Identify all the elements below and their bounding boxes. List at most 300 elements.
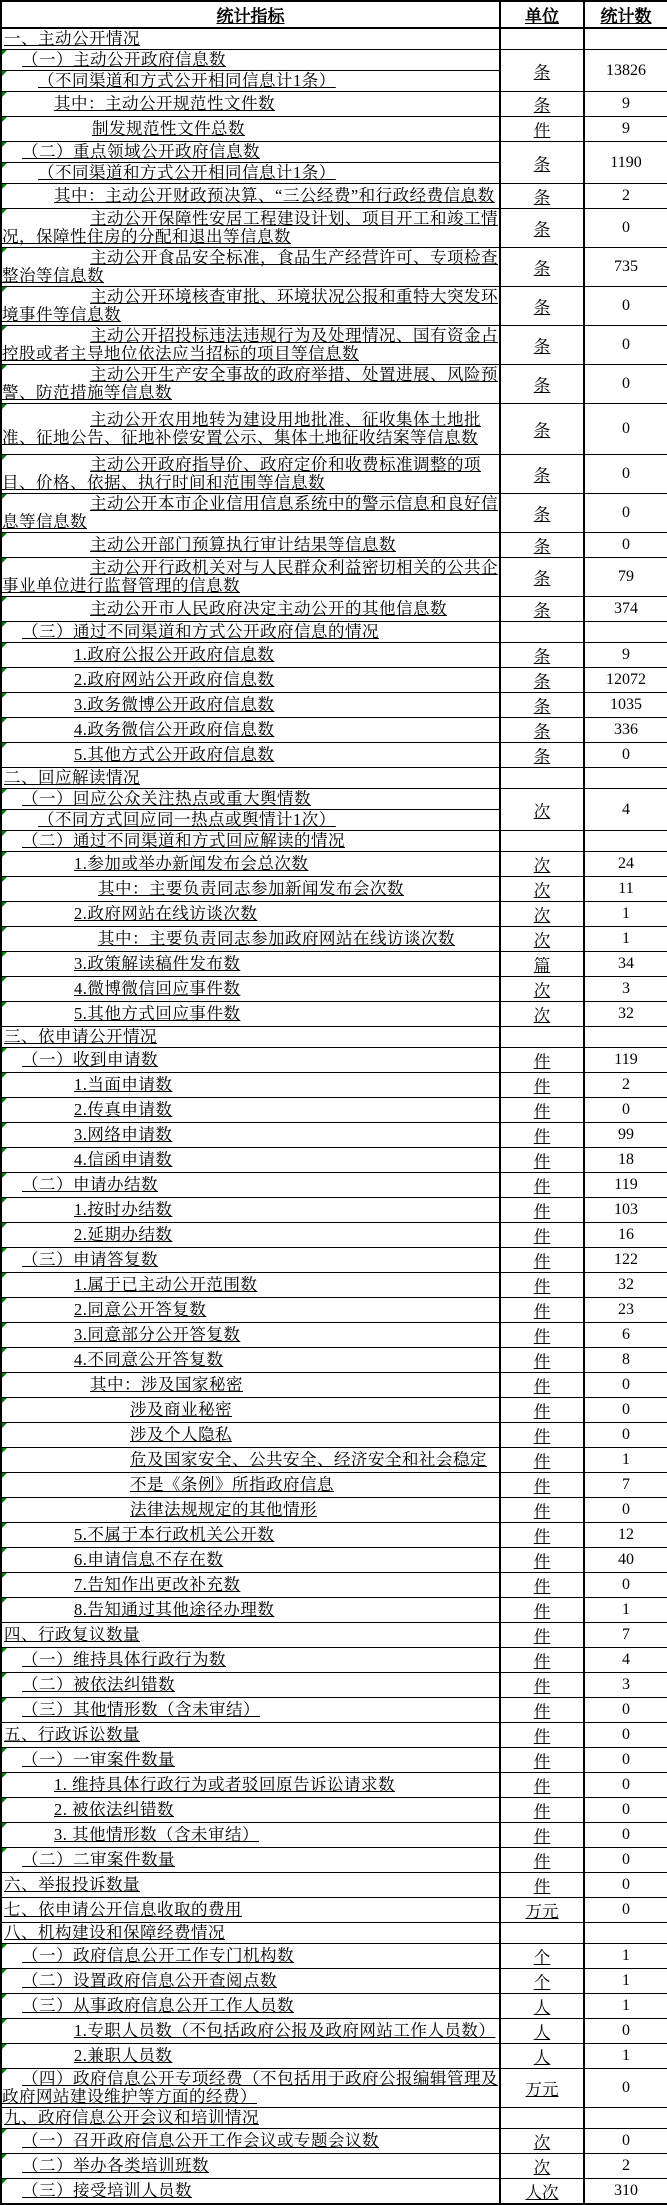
unit-cell: 件: [500, 1323, 584, 1348]
count-cell: 32: [584, 1273, 667, 1298]
unit-cell: 件: [500, 1523, 584, 1548]
indicator-cell: [1, 142, 500, 163]
indicator-label: 2.传真申请数: [74, 1100, 173, 1119]
green-triangle-icon: [2, 142, 7, 147]
unit-cell: 件: [500, 1698, 584, 1723]
unit-cell: 条: [500, 597, 584, 622]
table-row: [1, 1748, 667, 1773]
count-cell: 0: [584, 1698, 667, 1723]
green-triangle-icon: [2, 533, 7, 538]
unit-cell: 件: [500, 1398, 584, 1423]
table-row: [1, 1548, 667, 1573]
count-cell: 18: [584, 1148, 667, 1173]
unit-cell: 条: [500, 455, 584, 494]
indicator-label: 主动公开生产安全事故的政府举措、处置进展、风险预警、防范措施等信息数: [2, 365, 498, 402]
table-row: [1, 117, 667, 142]
indicator-cell: [1, 810, 500, 831]
count-cell: 0: [584, 1798, 667, 1823]
count-cell: 7: [584, 1623, 667, 1648]
indicator-label: 主动公开食品安全标准，食品生产经营许可、专项检查整治等信息数: [2, 248, 498, 285]
header-count: 统计数: [584, 1, 667, 28]
table-row: [1, 1523, 667, 1548]
table-row: [1, 622, 667, 643]
count-cell: 0: [584, 1573, 667, 1598]
indicator-cell: [1, 1273, 500, 1298]
unit-cell: 件: [500, 1373, 584, 1398]
indicator-label: （一）一审案件数量: [22, 1750, 175, 1769]
indicator-label: 1.政府公报公开政府信息数: [74, 645, 275, 664]
green-triangle-icon: [2, 1944, 7, 1949]
table-row: [1, 1573, 667, 1598]
count-cell: 1: [584, 1994, 667, 2019]
unit-cell: [500, 622, 584, 643]
green-triangle-icon: [2, 184, 7, 189]
indicator-label: 涉及个人隐私: [130, 1425, 232, 1444]
unit-cell: 人次: [500, 2179, 584, 2205]
count-cell: 0: [584, 1398, 667, 1423]
indicator-cell: [1, 455, 500, 494]
green-triangle-icon: [2, 1773, 7, 1778]
unit-cell: 条: [500, 743, 584, 768]
table-row: [1, 1123, 667, 1148]
unit-cell: [500, 1923, 584, 1944]
indicator-label: 其中：主动公开规范性文件数: [54, 94, 275, 113]
green-triangle-icon: [2, 743, 7, 748]
green-triangle-icon: [2, 1123, 7, 1128]
indicator-label: 3.同意部分公开答复数: [74, 1325, 241, 1344]
count-cell: 1: [584, 1448, 667, 1473]
indicator-label: 4.微博微信回应事件数: [74, 979, 241, 998]
unit-cell: 人: [500, 2019, 584, 2044]
count-cell: 0: [584, 1098, 667, 1123]
green-triangle-icon: [2, 597, 7, 602]
table-row: [1, 2044, 667, 2069]
count-cell: 1: [584, 2044, 667, 2069]
table-row: [1, 533, 667, 558]
unit-cell: 件: [500, 1823, 584, 1848]
indicator-cell: [1, 1298, 500, 1323]
table-row: [1, 668, 667, 693]
green-triangle-icon: [2, 1548, 7, 1553]
indicator-label: （一）维持具体行政行为数: [22, 1650, 226, 1669]
table-row: [1, 852, 667, 877]
indicator-cell: [1, 365, 500, 404]
green-triangle-icon: [2, 1098, 7, 1103]
table-row: [1, 1198, 667, 1223]
table-row: [1, 1223, 667, 1248]
table-row: [1, 1598, 667, 1623]
count-cell: 0: [584, 1873, 667, 1898]
green-triangle-icon: [2, 1073, 7, 1078]
indicator-label: 四、行政复议数量: [4, 1625, 140, 1644]
green-triangle-icon: [2, 71, 7, 76]
unit-cell: 个: [500, 1969, 584, 1994]
indicator-label: 2.兼职人员数: [74, 2046, 173, 2065]
indicator-label: （三）通过不同渠道和方式公开政府信息的情况: [22, 622, 379, 641]
count-cell: 1: [584, 902, 667, 927]
green-triangle-icon: [2, 927, 7, 932]
table-row: [1, 1873, 667, 1898]
unit-cell: 条: [500, 693, 584, 718]
unit-cell: 条: [500, 142, 584, 184]
table-body: [1, 28, 667, 2204]
unit-cell: 条: [500, 287, 584, 326]
indicator-label: 主动公开政府指导价、政府定价和收费标准调整的项目、价格、依据、执行时间和范围等信息数: [2, 455, 481, 492]
count-cell: 0: [584, 1773, 667, 1798]
table-row: [1, 1373, 667, 1398]
indicator-cell: [1, 533, 500, 558]
indicator-cell: [1, 1623, 500, 1648]
green-triangle-icon: [2, 1248, 7, 1253]
indicator-label: 2.延期办结数: [74, 1225, 173, 1244]
indicator-label: 主动公开部门预算执行审计结果等信息数: [90, 535, 396, 554]
indicator-label: 3.政务微博公开政府信息数: [74, 695, 275, 714]
indicator-label: 4.政务微信公开政府信息数: [74, 720, 275, 739]
count-cell: 4: [584, 1648, 667, 1673]
unit-cell: 件: [500, 1298, 584, 1323]
unit-cell: 件: [500, 1248, 584, 1273]
table-row: [1, 1944, 667, 1969]
indicator-label: （三）从事政府信息公开工作人员数: [22, 1996, 294, 2015]
indicator-label: 九、政府信息公开会议和培训情况: [4, 2108, 259, 2127]
table-row: [1, 927, 667, 952]
table-row: [1, 1423, 667, 1448]
indicator-label: 其中：涉及国家秘密: [90, 1375, 243, 1394]
green-triangle-icon: [2, 209, 7, 214]
table-row: [1, 1273, 667, 1298]
table-row: [1, 1248, 667, 1273]
indicator-cell: [1, 1048, 500, 1073]
count-cell: 12: [584, 1523, 667, 1548]
green-triangle-icon: [2, 50, 7, 55]
indicator-cell: [1, 494, 500, 533]
indicator-label: （一）回应公众关注热点或重大舆情数: [22, 789, 311, 808]
indicator-cell: [1, 163, 500, 184]
count-cell: 310: [584, 2179, 667, 2205]
unit-cell: 条: [500, 718, 584, 743]
indicator-label: 主动公开农用地转为建设用地批准、征收集体土地批准、征地公告、征地补偿安置公示、集体土地征收结案等信息数: [2, 410, 481, 447]
unit-cell: 件: [500, 1548, 584, 1573]
unit-cell: 件: [500, 1798, 584, 1823]
unit-cell: 条: [500, 92, 584, 117]
count-cell: 0: [584, 1848, 667, 1873]
unit-cell: 次: [500, 2129, 584, 2154]
unit-cell: 件: [500, 1623, 584, 1648]
indicator-label: 5.其他方式回应事件数: [74, 1004, 241, 1023]
indicator-cell: [1, 1002, 500, 1027]
table-row: [1, 558, 667, 597]
unit-cell: 次: [500, 789, 584, 831]
indicator-cell: [1, 852, 500, 877]
count-cell: 0: [584, 1498, 667, 1523]
indicator-cell: [1, 1848, 500, 1873]
indicator-cell: [1, 1748, 500, 1773]
indicator-label: （三）接受培训人员数: [22, 2181, 192, 2200]
table-row: [1, 1073, 667, 1098]
indicator-cell: [1, 28, 500, 50]
indicator-label: （一）主动公开政府信息数: [22, 50, 226, 69]
green-triangle-icon: [2, 1473, 7, 1478]
unit-cell: [500, 2108, 584, 2129]
indicator-cell: [1, 1548, 500, 1573]
table-row: [1, 1398, 667, 1423]
green-triangle-icon: [2, 1748, 7, 1753]
indicator-cell: [1, 1398, 500, 1423]
indicator-cell: [1, 2154, 500, 2179]
indicator-cell: [1, 1598, 500, 1623]
table-row: [1, 1823, 667, 1848]
green-triangle-icon: [2, 1523, 7, 1528]
indicator-cell: [1, 693, 500, 718]
table-row: [1, 2179, 667, 2205]
unit-cell: 条: [500, 209, 584, 248]
table-row: [1, 693, 667, 718]
indicator-cell: [1, 287, 500, 326]
count-cell: 0: [584, 2129, 667, 2154]
count-cell: 0: [584, 1373, 667, 1398]
count-cell: 13826: [584, 50, 667, 92]
indicator-cell: [1, 877, 500, 902]
count-cell: [584, 1027, 667, 1048]
count-cell: 4: [584, 789, 667, 831]
green-triangle-icon: [2, 1698, 7, 1703]
unit-cell: 次: [500, 2154, 584, 2179]
table-row: [1, 1448, 667, 1473]
green-triangle-icon: [2, 1648, 7, 1653]
green-triangle-icon: [2, 622, 7, 627]
count-cell: [584, 622, 667, 643]
unit-cell: 件: [500, 1198, 584, 1223]
indicator-label: 2. 被依法纠错数: [54, 1800, 174, 1819]
indicator-label: 制发规范性文件总数: [92, 119, 245, 138]
green-triangle-icon: [2, 2129, 7, 2134]
green-triangle-icon: [2, 326, 7, 331]
count-cell: 119: [584, 1173, 667, 1198]
unit-cell: 件: [500, 1073, 584, 1098]
indicator-label: 2.政府网站公开政府信息数: [74, 670, 275, 689]
count-cell: 336: [584, 718, 667, 743]
unit-cell: 条: [500, 404, 584, 455]
count-cell: 23: [584, 1298, 667, 1323]
indicator-label: （不同渠道和方式公开相同信息计1条）: [38, 71, 336, 90]
table-row: [1, 142, 667, 163]
indicator-label: 4.不同意公开答复数: [74, 1350, 224, 1369]
count-cell: 0: [584, 1748, 667, 1773]
unit-cell: [500, 1027, 584, 1048]
green-triangle-icon: [2, 1823, 7, 1828]
indicator-cell: [1, 743, 500, 768]
unit-cell: 件: [500, 1098, 584, 1123]
indicator-cell: [1, 1073, 500, 1098]
indicator-cell: [1, 1148, 500, 1173]
indicator-label: 2.同意公开答复数: [74, 1300, 207, 1319]
table-row: [1, 326, 667, 365]
table-row: [1, 1348, 667, 1373]
indicator-cell: [1, 1673, 500, 1698]
indicator-cell: [1, 622, 500, 643]
indicator-cell: [1, 1248, 500, 1273]
green-triangle-icon: [2, 117, 7, 122]
indicator-label: 3.政策解读稿件发布数: [74, 954, 241, 973]
count-cell: [584, 768, 667, 789]
green-triangle-icon: [2, 1598, 7, 1603]
table-row: [1, 28, 667, 50]
unit-cell: 件: [500, 1448, 584, 1473]
count-cell: 122: [584, 1248, 667, 1273]
indicator-cell: [1, 789, 500, 810]
green-triangle-icon: [2, 1848, 7, 1853]
green-triangle-icon: [2, 404, 7, 409]
unit-cell: 件: [500, 1873, 584, 1898]
table-row: [1, 768, 667, 789]
table-row: [1, 1148, 667, 1173]
unit-cell: 条: [500, 643, 584, 668]
unit-cell: 件: [500, 1423, 584, 1448]
indicator-cell: [1, 117, 500, 142]
count-cell: 0: [584, 404, 667, 455]
count-cell: 0: [584, 494, 667, 533]
indicator-cell: [1, 1723, 500, 1748]
indicator-cell: [1, 1323, 500, 1348]
unit-cell: 件: [500, 1573, 584, 1598]
indicator-cell: [1, 952, 500, 977]
unit-cell: 次: [500, 927, 584, 952]
indicator-label: 3.网络申请数: [74, 1125, 173, 1144]
indicator-cell: [1, 1123, 500, 1148]
indicator-cell: [1, 1898, 500, 1923]
indicator-cell: [1, 2129, 500, 2154]
indicator-cell: [1, 1098, 500, 1123]
indicator-cell: [1, 71, 500, 92]
count-cell: 0: [584, 326, 667, 365]
indicator-label: 7.告知作出更改补充数: [74, 1575, 241, 1594]
count-cell: 0: [584, 1898, 667, 1923]
count-cell: 3: [584, 1673, 667, 1698]
green-triangle-icon: [2, 718, 7, 723]
indicator-cell: [1, 184, 500, 209]
count-cell: 12072: [584, 668, 667, 693]
green-triangle-icon: [2, 1969, 7, 1974]
table-row: [1, 952, 667, 977]
table-row: [1, 92, 667, 117]
indicator-cell: [1, 2179, 500, 2205]
unit-cell: 次: [500, 902, 584, 927]
indicator-label: 主动公开本市企业信用信息系统中的警示信息和良好信息等信息数: [2, 494, 498, 531]
count-cell: [584, 2108, 667, 2129]
table-row: [1, 2069, 667, 2108]
unit-cell: 条: [500, 184, 584, 209]
green-triangle-icon: [2, 287, 7, 292]
green-triangle-icon: [2, 1573, 7, 1578]
indicator-cell: [1, 1473, 500, 1498]
unit-cell: 件: [500, 1148, 584, 1173]
green-triangle-icon: [2, 2179, 7, 2184]
green-triangle-icon: [2, 1148, 7, 1153]
count-cell: 2: [584, 2154, 667, 2179]
count-cell: 735: [584, 248, 667, 287]
unit-cell: 条: [500, 668, 584, 693]
table-row: [1, 184, 667, 209]
table-row: [1, 494, 667, 533]
header-indicator: 统计指标: [1, 1, 500, 28]
count-cell: 7: [584, 1473, 667, 1498]
unit-cell: 次: [500, 1002, 584, 1027]
indicator-label: （二）申请办结数: [22, 1175, 158, 1194]
unit-cell: 件: [500, 1848, 584, 1873]
table-row: [1, 1027, 667, 1048]
count-cell: 0: [584, 1823, 667, 1848]
indicator-cell: [1, 1944, 500, 1969]
green-triangle-icon: [2, 365, 7, 370]
indicator-label: （一）政府信息公开工作专门机构数: [22, 1946, 294, 1965]
indicator-label: 1.按时办结数: [74, 1200, 173, 1219]
table-row: [1, 248, 667, 287]
indicator-label: 1.专职人员数（不包括政府公报及政府网站工作人员数）: [74, 2021, 496, 2040]
table-row: [1, 1173, 667, 1198]
indicator-label: 3. 其他情形数（含未审结）: [54, 1825, 259, 1844]
count-cell: 3: [584, 977, 667, 1002]
green-triangle-icon: [2, 977, 7, 982]
table-row: [1, 1969, 667, 1994]
indicator-label: 5.其他方式公开政府信息数: [74, 745, 275, 764]
table-row: [1, 1773, 667, 1798]
unit-cell: 件: [500, 1273, 584, 1298]
indicator-cell: [1, 1373, 500, 1398]
count-cell: 2: [584, 184, 667, 209]
unit-cell: 条: [500, 494, 584, 533]
green-triangle-icon: [2, 1348, 7, 1353]
indicator-label: （二）重点领域公开政府信息数: [22, 142, 260, 161]
table-row: [1, 1673, 667, 1698]
green-triangle-icon: [2, 1798, 7, 1803]
table-row: [1, 1098, 667, 1123]
green-triangle-icon: [2, 1398, 7, 1403]
indicator-cell: [1, 1923, 500, 1944]
unit-cell: 件: [500, 117, 584, 142]
table-row: [1, 1723, 667, 1748]
indicator-label: （不同渠道和方式公开相同信息计1条）: [38, 163, 336, 182]
indicator-label: 主动公开保障性安居工程建设计划、项目开工和竣工情况，保障性住房的分配和退出等信息数: [2, 209, 498, 246]
table-row: [1, 455, 667, 494]
count-cell: 103: [584, 1198, 667, 1223]
unit-cell: 条: [500, 326, 584, 365]
header-row: [1, 1, 667, 28]
table-row: [1, 1898, 667, 1923]
unit-cell: 件: [500, 1598, 584, 1623]
indicator-label: 1.参加或举办新闻发布会总次数: [74, 854, 309, 873]
indicator-cell: [1, 1798, 500, 1823]
green-triangle-icon: [2, 1498, 7, 1503]
green-triangle-icon: [2, 902, 7, 907]
green-triangle-icon: [2, 952, 7, 957]
indicator-label: 法律法规规定的其他情形: [130, 1500, 317, 1519]
indicator-label: （二）二审案件数量: [22, 1850, 175, 1869]
green-triangle-icon: [2, 1298, 7, 1303]
indicator-label: （二）设置政府信息公开查阅点数: [22, 1971, 277, 1990]
indicator-cell: [1, 1448, 500, 1473]
indicator-label: 主动公开招投标违法违规行为及处理情况、国有资金占控股或者主导地位依法应当招标的项目等信息数: [2, 326, 498, 363]
count-cell: 0: [584, 1723, 667, 1748]
green-triangle-icon: [2, 668, 7, 673]
indicator-label: 1.属于已主动公开范围数: [74, 1275, 258, 1294]
unit-cell: 人: [500, 2044, 584, 2069]
count-cell: 34: [584, 952, 667, 977]
indicator-label: 主动公开环境核查审批、环境状况公报和重特大突发环境事件等信息数: [2, 287, 498, 324]
table-row: [1, 977, 667, 1002]
table-row: [1, 2108, 667, 2129]
indicator-cell: [1, 643, 500, 668]
count-cell: 1: [584, 927, 667, 952]
